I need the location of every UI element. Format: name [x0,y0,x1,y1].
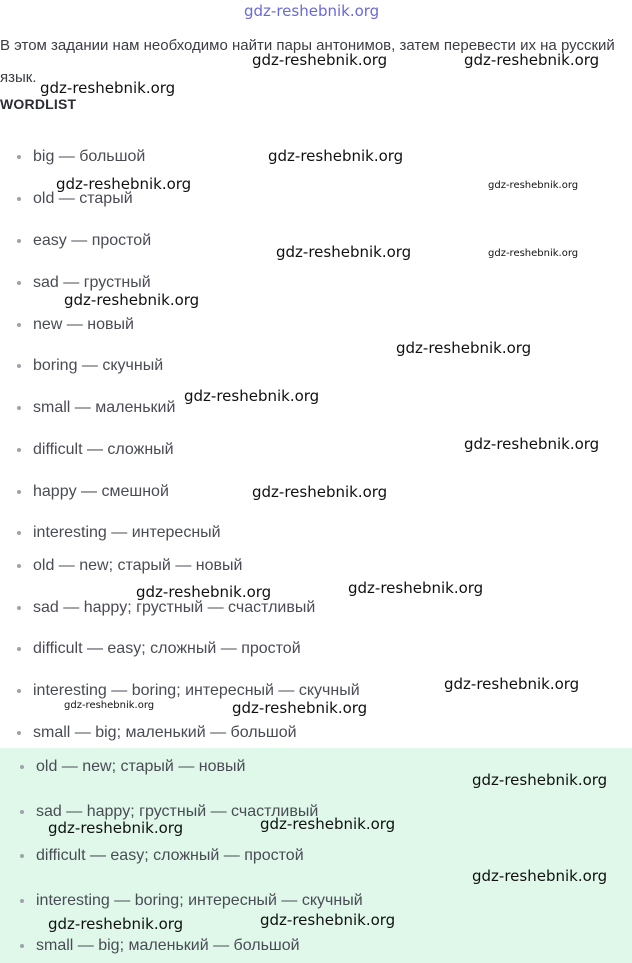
watermark: gdz-reshebnik.org [40,79,176,97]
watermark: gdz-reshebnik.org [488,248,579,259]
bullet-icon [17,647,21,651]
watermark: gdz-reshebnik.org [472,867,608,885]
bullet-icon [17,281,21,285]
watermark: gdz-reshebnik.org [252,483,388,501]
watermark: gdz-reshebnik.org [184,387,320,405]
watermark: gdz-reshebnik.org [64,700,155,711]
bullet-icon [17,239,21,243]
bullet-icon [17,490,21,494]
watermark: gdz-reshebnik.org [136,583,272,601]
bullet-icon [17,731,21,735]
watermark: gdz-reshebnik.org [244,2,380,20]
watermark: gdz-reshebnik.org [444,675,580,693]
watermark: gdz-reshebnik.org [348,579,484,597]
watermark: gdz-reshebnik.org [56,175,192,193]
watermark: gdz-reshebnik.org [472,771,608,789]
bullet-icon [20,899,24,903]
bullet-icon [17,689,21,693]
watermark: gdz-reshebnik.org [464,435,600,453]
watermark: gdz-reshebnik.org [252,51,388,69]
watermark: gdz-reshebnik.org [48,819,184,837]
watermark: gdz-reshebnik.org [396,339,532,357]
bullet-icon [20,944,24,948]
watermark: gdz-reshebnik.org [464,51,600,69]
watermark: gdz-reshebnik.org [232,699,368,717]
wordlist-heading: WORDLIST [0,96,77,112]
watermark: gdz-reshebnik.org [276,243,412,261]
watermark: gdz-reshebnik.org [268,147,404,165]
watermark: gdz-reshebnik.org [260,815,396,833]
bullet-icon [17,531,21,535]
watermark: gdz-reshebnik.org [48,915,184,933]
bullet-icon [17,564,21,568]
bullet-icon [17,323,21,327]
bullet-icon [17,364,21,368]
intro-text: В этом задании нам необходимо найти пары антонимов, затем перевести их на русский язык. [0,37,615,86]
bullet-icon [17,155,21,159]
watermark: gdz-reshebnik.org [488,180,579,191]
bullet-icon [17,197,21,201]
bullet-icon [20,854,24,858]
bullet-icon [17,406,21,410]
bullet-icon [17,448,21,452]
watermark: gdz-reshebnik.org [260,911,396,929]
bullet-icon [17,606,21,610]
answer-box: old — new; старый — новый sad — happy; грустный — счастливый difficult — easy; сложный — простой interesting — boring; интересный — скучный small — big; маленький — большой [0,748,632,963]
bullet-icon [20,810,24,814]
bullet-icon [20,765,24,769]
watermark: gdz-reshebnik.org [64,291,200,309]
